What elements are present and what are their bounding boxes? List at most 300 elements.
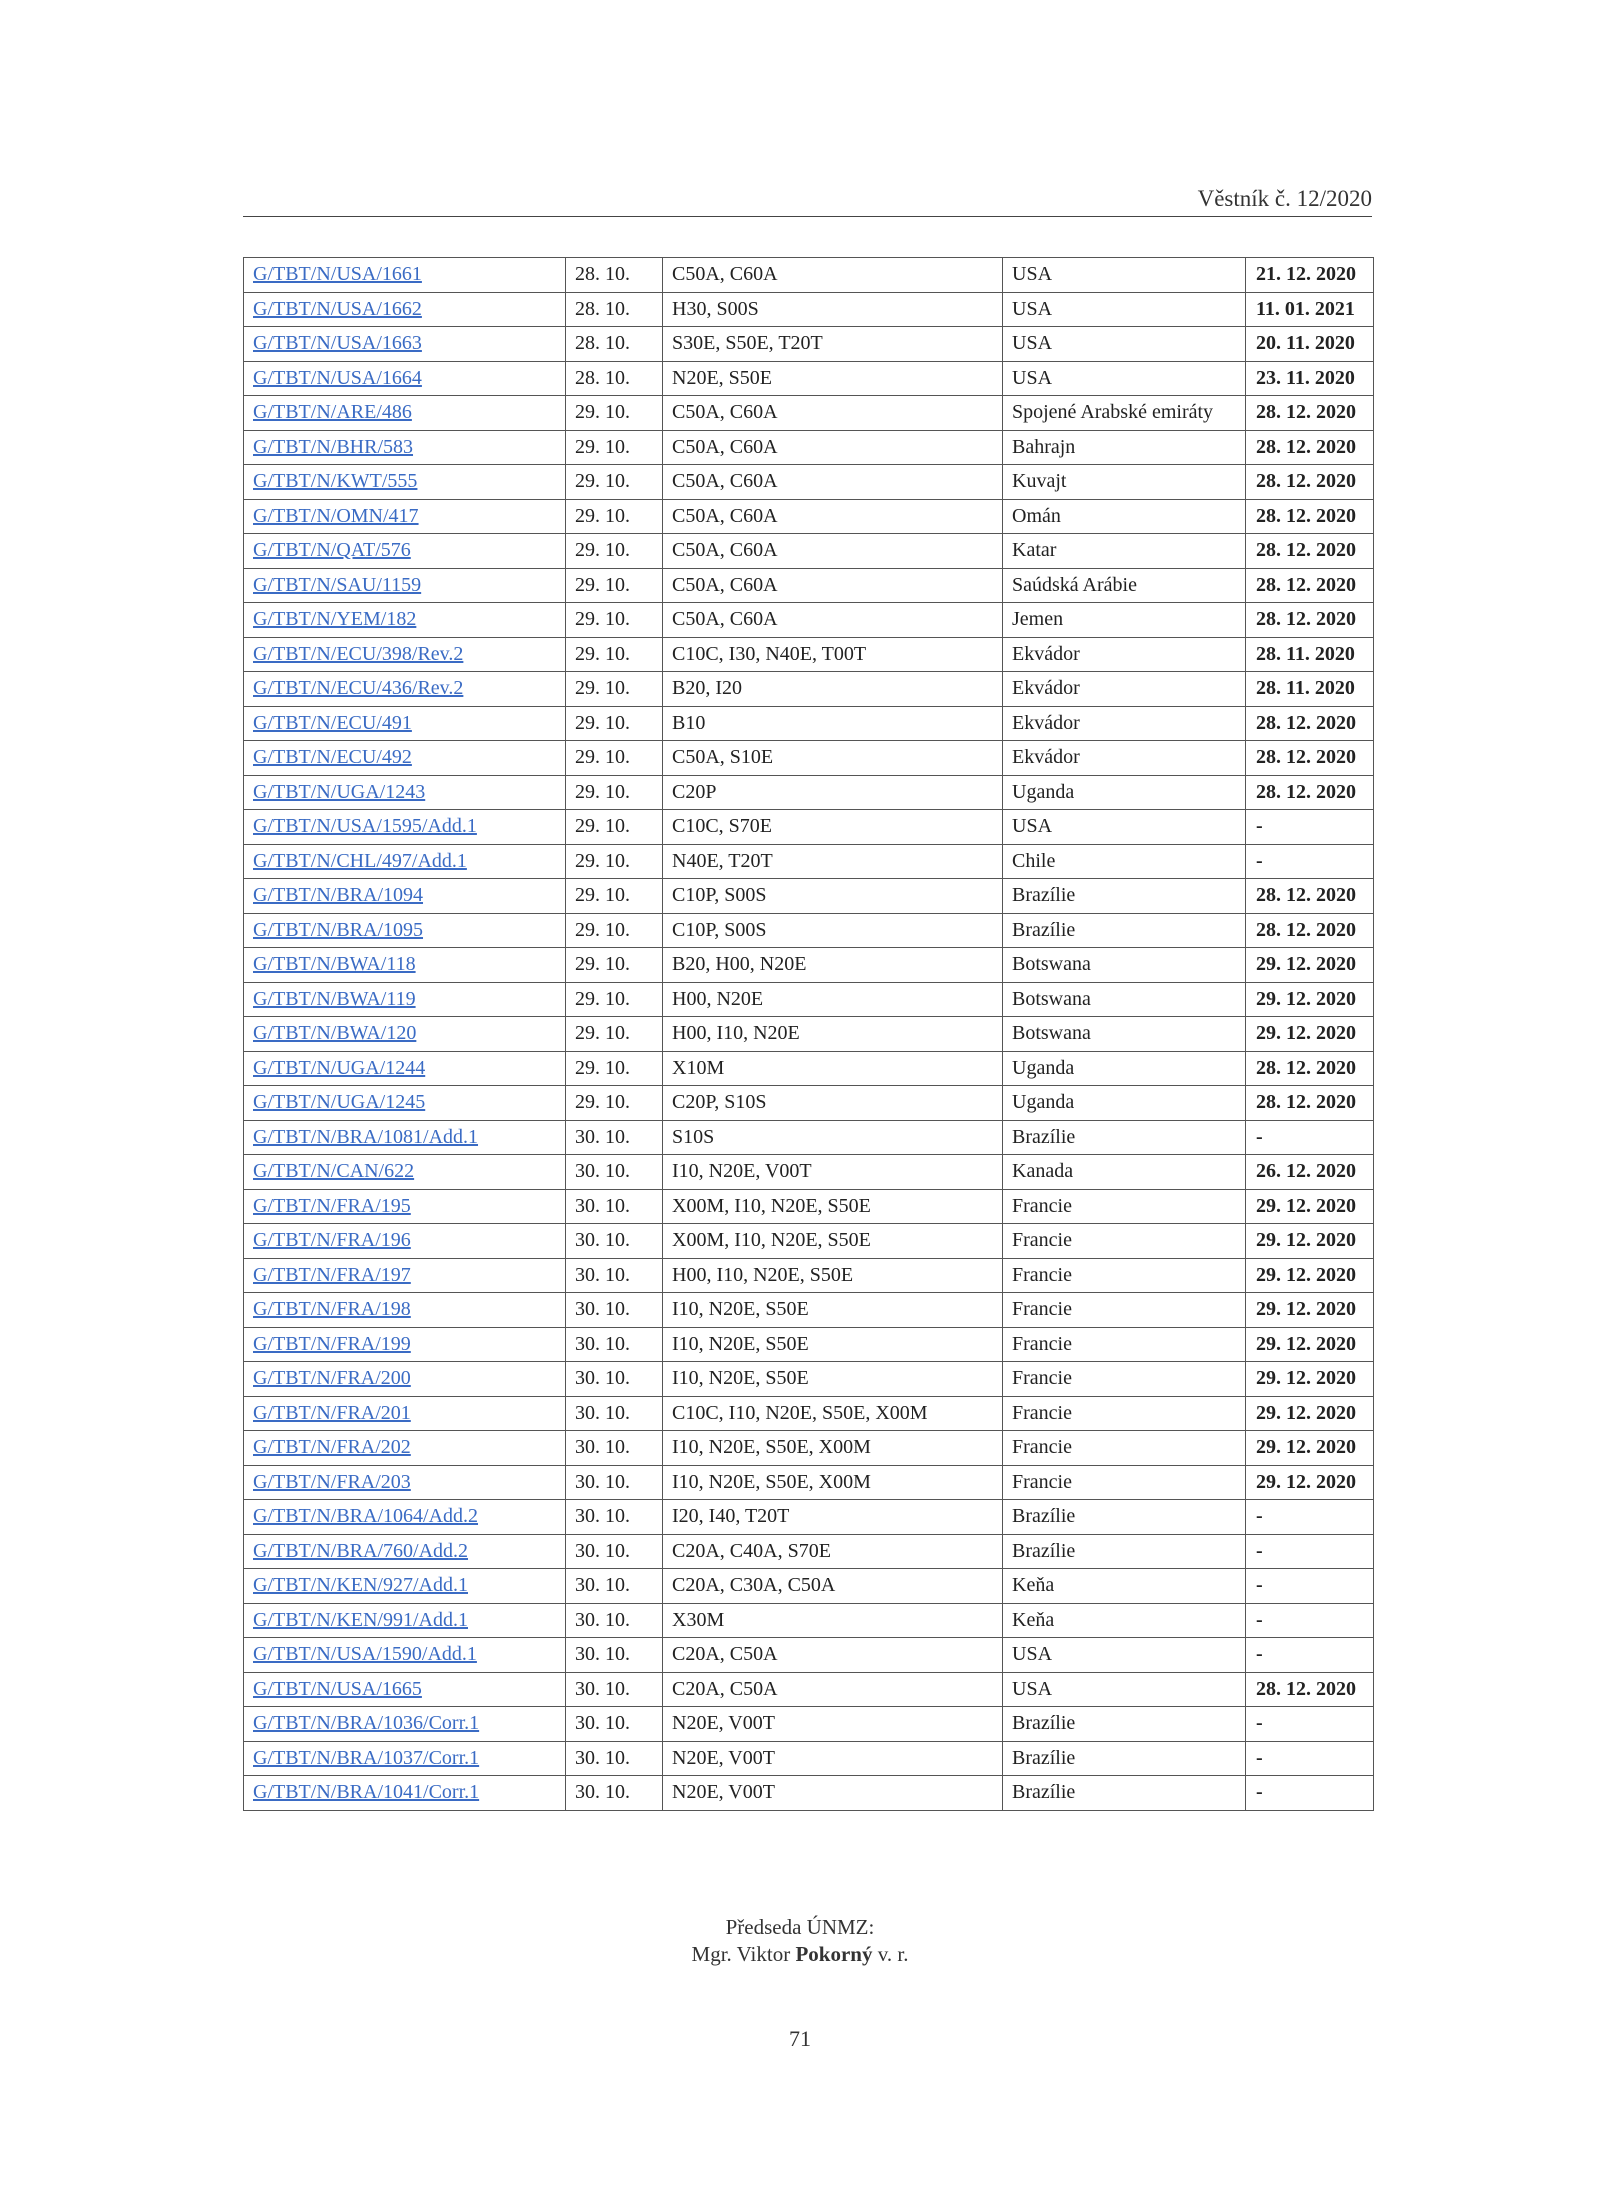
deadline-cell: 20. 11. 2020	[1246, 327, 1374, 362]
document-link[interactable]: G/TBT/N/BRA/1081/Add.1	[253, 1125, 479, 1148]
signature-role: Předseda ÚNMZ:	[725, 1915, 875, 1939]
country-cell: Bahrajn	[1003, 430, 1246, 465]
table-row	[244, 361, 1374, 396]
deadline-cell: -	[1246, 1500, 1374, 1535]
notification-date-cell: 29. 10.	[566, 1086, 663, 1121]
ics-codes-cell: I10, N20E, S50E	[663, 1362, 1003, 1397]
table-row	[244, 327, 1374, 362]
document-link[interactable]: G/TBT/N/FRA/202	[253, 1436, 411, 1459]
document-link[interactable]: G/TBT/N/SAU/1159	[253, 573, 422, 596]
table-row	[244, 879, 1374, 914]
document-link[interactable]: G/TBT/N/BRA/1036/Corr.1	[253, 1712, 480, 1735]
country-cell: Jemen	[1003, 603, 1246, 638]
notification-date-cell: 30. 10.	[566, 1224, 663, 1259]
deadline-cell: 29. 12. 2020	[1246, 1431, 1374, 1466]
document-link[interactable]: G/TBT/N/KEN/991/Add.1	[253, 1608, 468, 1631]
document-link[interactable]: G/TBT/N/YEM/182	[253, 608, 417, 631]
country-cell: Francie	[1003, 1362, 1246, 1397]
table-row	[244, 1500, 1374, 1535]
notification-date-cell: 30. 10.	[566, 1362, 663, 1397]
country-cell: Brazílie	[1003, 1500, 1246, 1535]
document-link[interactable]: G/TBT/N/UGA/1243	[253, 780, 426, 803]
document-link[interactable]: G/TBT/N/BRA/1095	[253, 918, 424, 941]
ics-codes-cell: C50A, C60A	[663, 603, 1003, 638]
ics-codes-cell: N20E, V00T	[663, 1776, 1003, 1811]
table-row	[244, 499, 1374, 534]
ics-codes-cell: C20A, C50A	[663, 1672, 1003, 1707]
table-row	[244, 430, 1374, 465]
document-link[interactable]: G/TBT/N/BWA/118	[253, 953, 416, 976]
table-row	[244, 1362, 1374, 1397]
country-cell: USA	[1003, 361, 1246, 396]
country-cell: USA	[1003, 292, 1246, 327]
ics-codes-cell: C20P, S10S	[663, 1086, 1003, 1121]
document-cell	[244, 499, 566, 534]
document-link[interactable]: G/TBT/N/FRA/200	[253, 1367, 411, 1390]
table-row	[244, 1431, 1374, 1466]
document-cell	[244, 1189, 566, 1224]
notification-date-cell: 29. 10.	[566, 948, 663, 983]
table-row	[244, 1638, 1374, 1673]
country-cell: Brazílie	[1003, 879, 1246, 914]
document-cell	[244, 1293, 566, 1328]
ics-codes-cell: H00, I10, N20E	[663, 1017, 1003, 1052]
country-cell: USA	[1003, 327, 1246, 362]
document-cell	[244, 1396, 566, 1431]
document-link[interactable]: G/TBT/N/BRA/1094	[253, 884, 424, 907]
country-cell: Brazílie	[1003, 1776, 1246, 1811]
deadline-cell: 21. 12. 2020	[1246, 258, 1374, 293]
table-row	[244, 1327, 1374, 1362]
deadline-cell: 28. 12. 2020	[1246, 430, 1374, 465]
notification-date-cell: 30. 10.	[566, 1155, 663, 1190]
page-number: 71	[789, 2026, 811, 2051]
notification-date-cell: 29. 10.	[566, 1017, 663, 1052]
document-cell	[244, 672, 566, 707]
signature-name	[0, 1941, 1600, 1968]
notification-date-cell: 29. 10.	[566, 637, 663, 672]
notification-date-cell: 30. 10.	[566, 1500, 663, 1535]
notification-date-cell: 30. 10.	[566, 1327, 663, 1362]
notification-date-cell: 29. 10.	[566, 810, 663, 845]
document-link[interactable]: G/TBT/N/FRA/196	[253, 1229, 411, 1252]
notification-date-cell: 28. 10.	[566, 361, 663, 396]
country-cell: Kanada	[1003, 1155, 1246, 1190]
table-row	[244, 1672, 1374, 1707]
document-link[interactable]: G/TBT/N/BRA/760/Add.2	[253, 1539, 469, 1562]
ics-codes-cell: C50A, C60A	[663, 499, 1003, 534]
notification-date-cell: 30. 10.	[566, 1396, 663, 1431]
country-cell: Keňa	[1003, 1569, 1246, 1604]
table-row	[244, 775, 1374, 810]
country-cell: Francie	[1003, 1258, 1246, 1293]
deadline-cell: 28. 12. 2020	[1246, 879, 1374, 914]
table-row	[244, 948, 1374, 983]
country-cell: Brazílie	[1003, 1707, 1246, 1742]
signature-block	[0, 1914, 1600, 1968]
table-row	[244, 292, 1374, 327]
document-link[interactable]: G/TBT/N/USA/1665	[253, 1677, 422, 1700]
document-link[interactable]: G/TBT/N/OMN/417	[253, 504, 419, 527]
table-row	[244, 706, 1374, 741]
document-cell	[244, 948, 566, 983]
notification-date-cell: 29. 10.	[566, 879, 663, 914]
country-cell: Uganda	[1003, 1086, 1246, 1121]
deadline-cell: 29. 12. 2020	[1246, 1293, 1374, 1328]
ics-codes-cell: C10P, S00S	[663, 879, 1003, 914]
ics-codes-cell: C20P	[663, 775, 1003, 810]
document-link[interactable]: G/TBT/N/FRA/201	[253, 1401, 411, 1424]
table-row	[244, 534, 1374, 569]
country-cell: Ekvádor	[1003, 672, 1246, 707]
document-link[interactable]: G/TBT/N/ECU/436/Rev.2	[253, 677, 464, 700]
document-cell	[244, 1224, 566, 1259]
table-row	[244, 1051, 1374, 1086]
document-cell	[244, 1431, 566, 1466]
document-cell	[244, 1500, 566, 1535]
document-link[interactable]: G/TBT/N/FRA/198	[253, 1298, 411, 1321]
signature-first-name: Mgr. Viktor	[691, 1942, 791, 1966]
document-link[interactable]: G/TBT/N/FRA/197	[253, 1263, 411, 1286]
document-link[interactable]: G/TBT/N/CAN/622	[253, 1160, 415, 1183]
ics-codes-cell: C50A, C60A	[663, 430, 1003, 465]
document-cell	[244, 1051, 566, 1086]
document-link[interactable]: G/TBT/N/ARE/486	[253, 401, 412, 424]
deadline-cell: 29. 12. 2020	[1246, 1396, 1374, 1431]
document-cell	[244, 568, 566, 603]
notifications-table-body	[244, 258, 1374, 1811]
ics-codes-cell: X00M, I10, N20E, S50E	[663, 1224, 1003, 1259]
country-cell: USA	[1003, 258, 1246, 293]
deadline-cell: 29. 12. 2020	[1246, 1189, 1374, 1224]
notification-date-cell: 29. 10.	[566, 672, 663, 707]
document-link[interactable]: G/TBT/N/USA/1661	[253, 263, 422, 286]
document-link[interactable]: G/TBT/N/BRA/1064/Add.2	[253, 1505, 479, 1528]
table-row	[244, 1707, 1374, 1742]
document-cell	[244, 292, 566, 327]
table-row	[244, 1534, 1374, 1569]
ics-codes-cell: S30E, S50E, T20T	[663, 327, 1003, 362]
ics-codes-cell: C20A, C40A, S70E	[663, 1534, 1003, 1569]
table-row	[244, 637, 1374, 672]
document-cell	[244, 1569, 566, 1604]
document-link[interactable]: G/TBT/N/FRA/199	[253, 1332, 411, 1355]
deadline-cell: 28. 12. 2020	[1246, 1672, 1374, 1707]
deadline-cell: 29. 12. 2020	[1246, 1224, 1374, 1259]
notification-date-cell: 29. 10.	[566, 982, 663, 1017]
deadline-cell: 28. 12. 2020	[1246, 741, 1374, 776]
notification-date-cell: 30. 10.	[566, 1534, 663, 1569]
table-row	[244, 1017, 1374, 1052]
notification-date-cell: 30. 10.	[566, 1431, 663, 1466]
table-row	[244, 672, 1374, 707]
notification-date-cell: 29. 10.	[566, 534, 663, 569]
country-cell: Uganda	[1003, 775, 1246, 810]
deadline-cell: 26. 12. 2020	[1246, 1155, 1374, 1190]
header-divider	[243, 216, 1372, 217]
ics-codes-cell: N20E, S50E	[663, 361, 1003, 396]
country-cell: Francie	[1003, 1293, 1246, 1328]
document-cell	[244, 810, 566, 845]
deadline-cell: 28. 12. 2020	[1246, 568, 1374, 603]
notification-date-cell: 30. 10.	[566, 1741, 663, 1776]
country-cell: USA	[1003, 1672, 1246, 1707]
ics-codes-cell: N20E, V00T	[663, 1741, 1003, 1776]
ics-codes-cell: C20A, C30A, C50A	[663, 1569, 1003, 1604]
document-cell	[244, 430, 566, 465]
deadline-cell: 28. 12. 2020	[1246, 706, 1374, 741]
document-link[interactable]: G/TBT/N/USA/1595/Add.1	[253, 815, 477, 838]
table-row	[244, 568, 1374, 603]
ics-codes-cell: X30M	[663, 1603, 1003, 1638]
notification-date-cell: 29. 10.	[566, 465, 663, 500]
notification-date-cell: 30. 10.	[566, 1465, 663, 1500]
country-cell: Kuvajt	[1003, 465, 1246, 500]
ics-codes-cell: I10, N20E, S50E	[663, 1327, 1003, 1362]
notification-date-cell: 30. 10.	[566, 1569, 663, 1604]
ics-codes-cell: C10P, S00S	[663, 913, 1003, 948]
table-row	[244, 1189, 1374, 1224]
ics-codes-cell: H30, S00S	[663, 292, 1003, 327]
deadline-cell: 28. 12. 2020	[1246, 499, 1374, 534]
deadline-cell: -	[1246, 1120, 1374, 1155]
ics-codes-cell: C50A, C60A	[663, 568, 1003, 603]
ics-codes-cell: I10, N20E, V00T	[663, 1155, 1003, 1190]
table-row	[244, 1741, 1374, 1776]
ics-codes-cell: C10C, S70E	[663, 810, 1003, 845]
table-row	[244, 1603, 1374, 1638]
document-cell	[244, 1120, 566, 1155]
table-row	[244, 1396, 1374, 1431]
country-cell: Brazílie	[1003, 913, 1246, 948]
country-cell: Uganda	[1003, 1051, 1246, 1086]
document-link[interactable]: G/TBT/N/KWT/555	[253, 470, 418, 493]
country-cell: Botswana	[1003, 982, 1246, 1017]
deadline-cell: 29. 12. 2020	[1246, 1465, 1374, 1500]
table-row	[244, 1224, 1374, 1259]
ics-codes-cell: I10, N20E, S50E	[663, 1293, 1003, 1328]
document-link[interactable]: G/TBT/N/UGA/1244	[253, 1056, 426, 1079]
ics-codes-cell: H00, I10, N20E, S50E	[663, 1258, 1003, 1293]
table-row	[244, 396, 1374, 431]
ics-codes-cell: B10	[663, 706, 1003, 741]
deadline-cell: -	[1246, 1603, 1374, 1638]
country-cell: Botswana	[1003, 1017, 1246, 1052]
document-cell	[244, 603, 566, 638]
table-row	[244, 465, 1374, 500]
country-cell: Spojené Arabské emiráty	[1003, 396, 1246, 431]
document-cell	[244, 465, 566, 500]
ics-codes-cell: C10C, I30, N40E, T00T	[663, 637, 1003, 672]
ics-codes-cell: S10S	[663, 1120, 1003, 1155]
document-cell	[244, 1327, 566, 1362]
table-row	[244, 982, 1374, 1017]
document-cell	[244, 879, 566, 914]
document-link[interactable]: G/TBT/N/BWA/120	[253, 1022, 417, 1045]
notification-date-cell: 30. 10.	[566, 1776, 663, 1811]
deadline-cell: -	[1246, 1534, 1374, 1569]
notification-date-cell: 29. 10.	[566, 844, 663, 879]
signature-surname: Pokorný	[795, 1942, 873, 1966]
deadline-cell: 28. 12. 2020	[1246, 913, 1374, 948]
document-link[interactable]: G/TBT/N/ECU/492	[253, 746, 412, 769]
deadline-cell: 29. 12. 2020	[1246, 982, 1374, 1017]
notification-date-cell: 30. 10.	[566, 1672, 663, 1707]
deadline-cell: 28. 12. 2020	[1246, 603, 1374, 638]
table-row	[244, 810, 1374, 845]
ics-codes-cell: C50A, C60A	[663, 465, 1003, 500]
ics-codes-cell: I10, N20E, S50E, X00M	[663, 1465, 1003, 1500]
table-row	[244, 1569, 1374, 1604]
ics-codes-cell: B20, I20	[663, 672, 1003, 707]
deadline-cell: 28. 11. 2020	[1246, 672, 1374, 707]
signature-suffix: v. r.	[877, 1942, 909, 1966]
table-row	[244, 1293, 1374, 1328]
notification-date-cell: 29. 10.	[566, 775, 663, 810]
document-link[interactable]: G/TBT/N/USA/1590/Add.1	[253, 1643, 477, 1666]
country-cell: Keňa	[1003, 1603, 1246, 1638]
document-link[interactable]: G/TBT/N/BRA/1037/Corr.1	[253, 1746, 480, 1769]
document-link[interactable]: G/TBT/N/FRA/203	[253, 1470, 411, 1493]
document-cell	[244, 534, 566, 569]
table-row	[244, 603, 1374, 638]
ics-codes-cell: C50A, C60A	[663, 534, 1003, 569]
country-cell: USA	[1003, 810, 1246, 845]
deadline-cell: 29. 12. 2020	[1246, 948, 1374, 983]
country-cell: Ekvádor	[1003, 706, 1246, 741]
deadline-cell: 29. 12. 2020	[1246, 1017, 1374, 1052]
document-cell	[244, 1672, 566, 1707]
deadline-cell: 28. 12. 2020	[1246, 1086, 1374, 1121]
document-link[interactable]: G/TBT/N/USA/1664	[253, 366, 422, 389]
country-cell: Katar	[1003, 534, 1246, 569]
notification-date-cell: 29. 10.	[566, 396, 663, 431]
document-cell	[244, 637, 566, 672]
document-link[interactable]: G/TBT/N/CHL/497/Add.1	[253, 849, 467, 872]
country-cell: Ekvádor	[1003, 637, 1246, 672]
country-cell: Chile	[1003, 844, 1246, 879]
country-cell: Brazílie	[1003, 1534, 1246, 1569]
document-link[interactable]: G/TBT/N/BHR/583	[253, 435, 414, 458]
notification-date-cell: 28. 10.	[566, 258, 663, 293]
ics-codes-cell: N20E, V00T	[663, 1707, 1003, 1742]
table-row	[244, 258, 1374, 293]
notifications-table	[243, 257, 1374, 1811]
deadline-cell: 28. 12. 2020	[1246, 1051, 1374, 1086]
document-link[interactable]: G/TBT/N/UGA/1245	[253, 1091, 426, 1114]
document-cell	[244, 982, 566, 1017]
document-link[interactable]: G/TBT/N/USA/1662	[253, 297, 422, 320]
document-cell	[244, 1638, 566, 1673]
deadline-cell: 28. 12. 2020	[1246, 534, 1374, 569]
document-cell	[244, 327, 566, 362]
document-link[interactable]: G/TBT/N/BRA/1041/Corr.1	[253, 1781, 480, 1804]
document-cell	[244, 775, 566, 810]
country-cell: Botswana	[1003, 948, 1246, 983]
table-row	[244, 1155, 1374, 1190]
deadline-cell: 28. 12. 2020	[1246, 775, 1374, 810]
ics-codes-cell: C50A, C60A	[663, 258, 1003, 293]
document-link[interactable]: G/TBT/N/BWA/119	[253, 987, 416, 1010]
country-cell: Francie	[1003, 1224, 1246, 1259]
country-cell: Francie	[1003, 1327, 1246, 1362]
document-link[interactable]: G/TBT/N/KEN/927/Add.1	[253, 1574, 468, 1597]
table-row	[244, 1776, 1374, 1811]
document-cell	[244, 913, 566, 948]
bulletin-title: Věstník č. 12/2020	[1197, 186, 1372, 211]
ics-codes-cell: X10M	[663, 1051, 1003, 1086]
document-link[interactable]: G/TBT/N/FRA/195	[253, 1194, 411, 1217]
deadline-cell: 29. 12. 2020	[1246, 1258, 1374, 1293]
notification-date-cell: 29. 10.	[566, 913, 663, 948]
deadline-cell: 23. 11. 2020	[1246, 361, 1374, 396]
notification-date-cell: 29. 10.	[566, 568, 663, 603]
ics-codes-cell: H00, N20E	[663, 982, 1003, 1017]
table-row	[244, 1086, 1374, 1121]
deadline-cell: -	[1246, 1569, 1374, 1604]
document-cell	[244, 258, 566, 293]
country-cell: Francie	[1003, 1189, 1246, 1224]
deadline-cell: -	[1246, 1776, 1374, 1811]
document-cell	[244, 706, 566, 741]
notification-date-cell: 29. 10.	[566, 499, 663, 534]
country-cell: Omán	[1003, 499, 1246, 534]
document-cell	[244, 844, 566, 879]
deadline-cell: -	[1246, 1741, 1374, 1776]
country-cell: Francie	[1003, 1465, 1246, 1500]
document-cell	[244, 1465, 566, 1500]
table-row	[244, 913, 1374, 948]
notification-date-cell: 30. 10.	[566, 1638, 663, 1673]
notification-date-cell: 28. 10.	[566, 327, 663, 362]
ics-codes-cell: C50A, S10E	[663, 741, 1003, 776]
ics-codes-cell: I20, I40, T20T	[663, 1500, 1003, 1535]
ics-codes-cell: B20, H00, N20E	[663, 948, 1003, 983]
deadline-cell: -	[1246, 810, 1374, 845]
ics-codes-cell: C50A, C60A	[663, 396, 1003, 431]
deadline-cell: -	[1246, 1707, 1374, 1742]
country-cell: Brazílie	[1003, 1120, 1246, 1155]
document-cell	[244, 361, 566, 396]
document-link[interactable]: G/TBT/N/QAT/576	[253, 539, 411, 562]
document-cell	[244, 1534, 566, 1569]
document-link[interactable]: G/TBT/N/ECU/398/Rev.2	[253, 642, 464, 665]
document-link[interactable]: G/TBT/N/USA/1663	[253, 332, 422, 355]
notification-date-cell: 29. 10.	[566, 430, 663, 465]
document-cell	[244, 1155, 566, 1190]
deadline-cell: 28. 12. 2020	[1246, 396, 1374, 431]
document-cell	[244, 1741, 566, 1776]
ics-codes-cell: X00M, I10, N20E, S50E	[663, 1189, 1003, 1224]
notification-date-cell: 29. 10.	[566, 706, 663, 741]
notification-date-cell: 30. 10.	[566, 1258, 663, 1293]
document-cell	[244, 1707, 566, 1742]
notification-date-cell: 29. 10.	[566, 741, 663, 776]
deadline-cell: -	[1246, 844, 1374, 879]
deadline-cell: 29. 12. 2020	[1246, 1362, 1374, 1397]
ics-codes-cell: I10, N20E, S50E, X00M	[663, 1431, 1003, 1466]
notification-date-cell: 30. 10.	[566, 1707, 663, 1742]
country-cell: Francie	[1003, 1431, 1246, 1466]
table-row	[244, 844, 1374, 879]
notification-date-cell: 30. 10.	[566, 1293, 663, 1328]
deadline-cell: 28. 11. 2020	[1246, 637, 1374, 672]
ics-codes-cell: C10C, I10, N20E, S50E, X00M	[663, 1396, 1003, 1431]
notification-date-cell: 29. 10.	[566, 1051, 663, 1086]
document-cell	[244, 741, 566, 776]
document-link[interactable]: G/TBT/N/ECU/491	[253, 711, 412, 734]
table-row	[244, 1465, 1374, 1500]
